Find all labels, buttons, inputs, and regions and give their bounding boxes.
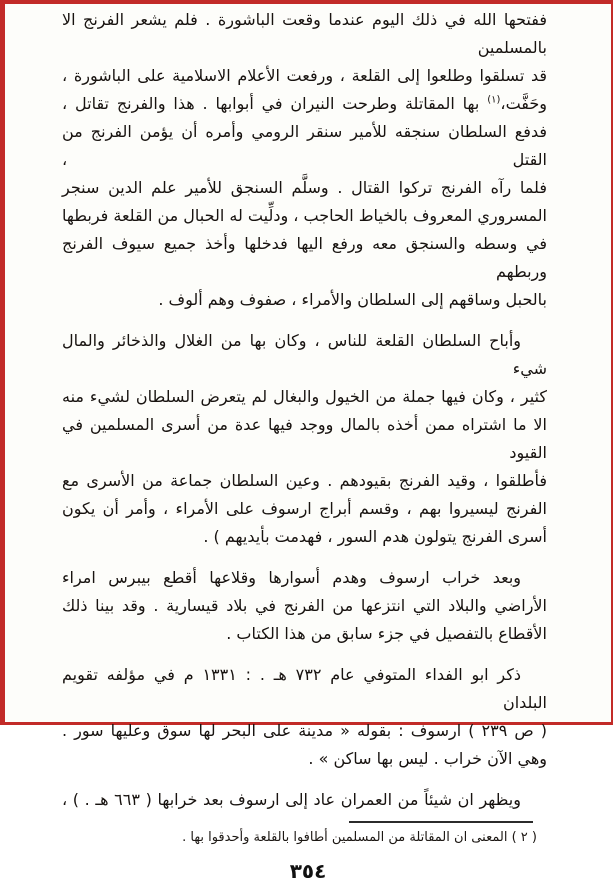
page-number: ٣٥٤ <box>289 859 327 883</box>
text-line: فأطلقوا ، وقيد الفرنج بقيودهم . وعين السلطان جماعة من الأسرى مع <box>62 471 547 490</box>
text-segment: بها المقاتلة وطرحت النيران في أبوابها . هذا والفرنج تقاتل ، <box>62 94 480 113</box>
text-line: وبعد خراب ارسوف وهدم أسوارها وقلاعها أقطع بيبرس امراء <box>62 568 521 587</box>
paragraph-3 <box>62 564 547 648</box>
text-line: قد تسلقوا وطلعوا إلى القلعة ، ورفعت الأعلام الاسلامية على الباشورة ، <box>62 66 547 85</box>
footnote-text: المعنى ان المقاتلة من المسلمين أطافوا بالقلعة وأحدقوا بها . <box>182 830 508 845</box>
text-line-with-footnote-ref <box>62 90 547 118</box>
text-line: الأراضي والبلاد التي انتزعها من الفرنج في بلاد قيسارية . وقد بينا ذلك <box>62 596 547 615</box>
text-line: كثير ، وكان فيها جملة من الخيول والبغال لم يتعرض السلطان لشيء منه <box>62 387 547 406</box>
footnote-ref-marker: (١) <box>487 94 501 106</box>
text-line: ذكر ابو الفداء المتوفي عام ٧٣٢ هـ . : ١٣٣١ م في مؤلفه تقويم البلدان <box>62 665 547 712</box>
text-line: بالحبل وساقهم إلى السلطان والأمراء ، صفوف وهم ألوف . <box>158 290 547 309</box>
text-line: ففتحها الله في ذلك اليوم عندما وقعت الباشورة . فلم يشعر الفرنج الا بالمسلمين <box>62 10 547 57</box>
text-line: ويظهر ان شيئاً من العمران عاد إلى ارسوف بعد خرابها ( ٦٦٣ هـ . ) ، <box>62 790 521 809</box>
footnote <box>5 823 611 848</box>
text-line: الا ما اشتراه ممن أخذه بالمال ووجد فيها عدة من أسرى المسلمين في القيود <box>62 415 547 462</box>
text-line: وهي الآن خراب . ليس بها ساكن » . <box>308 749 547 768</box>
text-segment: وحَفَّت، <box>500 94 548 113</box>
paragraph-5 <box>62 786 547 814</box>
main-text <box>5 4 611 814</box>
footnote-number: ( ٢ ) <box>511 830 537 845</box>
text-line: في وسطه والسنجق معه ورفع اليها فدخلها وأخذ جميع سيوف الفرنج وربطهم <box>62 234 547 281</box>
text-line: الأقطاع بالتفصيل في جزء سابق من هذا الكتاب . <box>226 624 547 643</box>
paragraph-4 <box>62 661 547 773</box>
text-line: ( ص ٢٣٩ ) ارسوف : بقوله « مدينة على البحر لها سوق وعليها سور . <box>62 721 547 740</box>
text-line: وأباح السلطان القلعة للناس ، وكان بها من الغلال والذخائر والمال شيء <box>62 331 547 378</box>
text-line: الفرنج ليسيروا بهم ، وقسم أبراج ارسوف على الأمراء ، وأمر أن يكون <box>62 499 547 518</box>
paragraph-1 <box>62 6 547 314</box>
text-line: المسروري المعروف بالخياط الحاجب ، ودلِّيت له الحبال من القلعة فربطها <box>61 206 547 225</box>
text-line: فلما رآه الفرنج تركوا القتال . وسلَّم السنجق للأمير علم الدين سنجر <box>62 178 547 197</box>
text-line: أسرى الفرنج يتولون هدم السور ، فهدمت بأيديهم ) . <box>203 527 547 546</box>
text-line: فدفع السلطان سنجقه للأمير سنقر الرومي وأمره أن يؤمن الفرنج من القتل ، <box>62 122 547 169</box>
paragraph-2 <box>62 327 547 551</box>
